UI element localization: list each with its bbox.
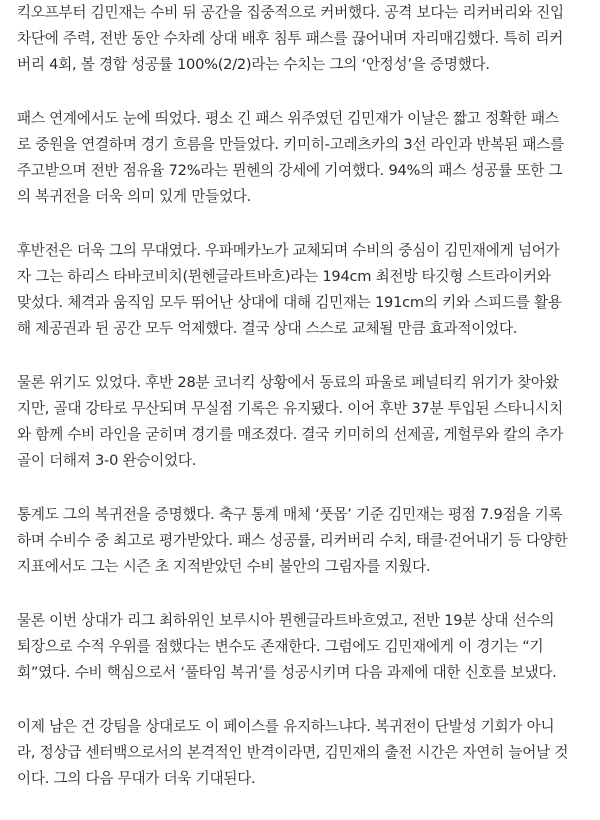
article-paragraph	[17, 502, 595, 580]
paragraph-line: 자 그는 하리스 타바코비치(뮌헨글라트바흐)라는 194cm 최전방 타깃형 스트라이커와	[17, 268, 551, 285]
article-paragraph	[17, 0, 595, 78]
paragraph-line: 맞섰다. 체격과 움직임 모두 뛰어난 상대에 대해 김민재는 191cm의 키와 스피드를 활용	[17, 294, 562, 311]
paragraph-line: 후반전은 더욱 그의 무대였다. 우파메카노가 교체되며 수비의 중심이 김민재에게 넘어가	[17, 242, 560, 259]
paragraph-line: 지만, 골대 강타로 무산되며 무실점 기록은 유지됐다. 이어 후반 37분 투입된 스타니시치	[17, 400, 563, 417]
paragraph-line: 차단에 주력, 전반 동안 수차례 상대 배후 침투 패스를 끊어내며 자리매김했다. 특히 리커	[17, 30, 564, 47]
paragraph-line: 물론 위기도 있었다. 후반 28분 코너킥 상황에서 동료의 파울로 페널티킥 위기가 찾아왔	[17, 374, 559, 391]
article-body	[17, 0, 595, 820]
paragraph-line: 통계도 그의 복귀전을 증명했다. 축구 통계 매체 ‘풋몹’ 기준 김민재는 평점 7.9점을 기록	[17, 506, 563, 523]
paragraph-line: 지표에서도 그는 시즌 초 지적받았던 수비 불안의 그림자를 지웠다.	[17, 558, 431, 575]
article-paragraph	[17, 106, 595, 210]
paragraph-line: 의 복귀전을 더욱 의미 있게 만들었다.	[17, 188, 252, 205]
paragraph-line: 하며 수비수 중 최고로 평가받았다. 패스 성공률, 리커버리 수치, 태클·걷어내기 등 다양한	[17, 532, 568, 549]
paragraph-line: 이다. 그의 다음 무대가 더욱 기대된다.	[17, 770, 256, 787]
article-paragraph	[17, 608, 595, 686]
paragraph-line: 킥오프부터 김민재는 수비 뒤 공간을 집중적으로 커버했다. 공격 보다는 리커버리와 진입	[17, 4, 564, 21]
article-paragraph	[17, 370, 595, 474]
paragraph-line: 와 함께 수비 라인을 굳히며 경기를 매조졌다. 결국 키미히의 선제골, 게헐루와 칼의 추가	[17, 426, 564, 443]
article-paragraph	[17, 238, 595, 342]
paragraph-line: 라, 정상급 센터백으로서의 본격적인 반격이라면, 김민재의 출전 시간은 자연히 늘어날 것	[17, 744, 569, 761]
paragraph-line: 해 제공권과 뒨 공간 모두 억제했다. 결국 상대 스스로 교체될 만큼 효과적이었다.	[17, 320, 518, 337]
paragraph-line: 로 중원을 연결하며 경기 흐름을 만들었다. 키미히-고레츠카의 3선 라인과 반복된 패스를	[17, 136, 564, 153]
paragraph-line: 퇴장으로 수적 우위를 점했다는 변수도 존재한다. 그럼에도 김민재에게 이 경기는 “기	[17, 638, 544, 655]
paragraph-line: 패스 연계에서도 눈에 띄었다. 평소 긴 패스 위주였던 김민재가 이날은 짧고 정확한 패스	[17, 110, 559, 127]
paragraph-line: 골이 더해져 3-0 완승이었다.	[17, 452, 197, 469]
paragraph-line: 주고받으며 전반 점유율 72%라는 뮌헨의 강세에 기여했다. 94%의 패스 성공률 또한 그	[17, 162, 563, 179]
paragraph-line: 버리 4회, 볼 경합 성공률 100%(2/2)라는 수치는 그의 ‘안정성’을 증명했다.	[17, 56, 490, 73]
paragraph-line: 물론 이번 상대가 리그 최하위인 보루시아 뮌헨글라트바흐였고, 전반 19분 상대 선수의	[17, 612, 555, 629]
paragraph-line: 이제 남은 건 강팀을 상대로도 이 페이스를 유지하느냐다. 복귀전이 단발성 기회가 아니	[17, 718, 555, 735]
paragraph-line: 회”였다. 수비 핵심으로서 ‘풀타임 복귀’를 성공시키며 다음 과제에 대한 신호를 보냈다.	[17, 664, 557, 681]
article-paragraph	[17, 714, 595, 792]
